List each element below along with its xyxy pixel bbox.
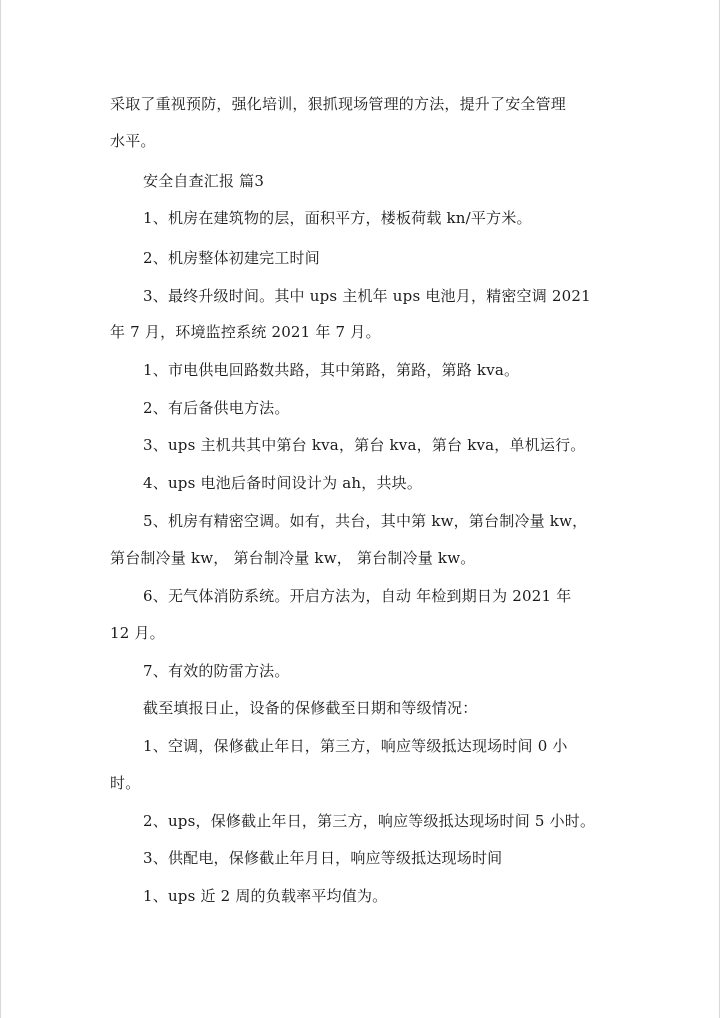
paragraph-line: 4、ups 电池后备时间设计为 ah，共块。 [143,474,423,492]
paragraph-line: 3、供配电，保修截止年月日，响应等级抵达现场时间 [143,849,503,867]
paragraph-line: 2、有后备供电方法。 [143,399,290,417]
paragraph-line: 12 月。 [110,624,165,642]
paragraph-line: 水平。 [110,132,156,150]
paragraph-line: 第台制冷量 kw， 第台制冷量 kw， 第台制冷量 kw。 [110,549,476,567]
paragraph-line: 截至填报日止，设备的保修截至日期和等级情况： [143,699,478,717]
paragraph-line: 1、机房在建筑物的层，面积平方，楼板荷载 kn/平方米。 [143,209,532,227]
paragraph-line: 2、机房整体初建完工时间 [143,249,320,267]
paragraph-line: 6、无气体消防系统。开启方法为，自动 年检到期日为 2021 年 [143,587,572,605]
paragraph-line: 7、有效的防雷方法。 [143,662,290,680]
paragraph-line: 年 7 月，环境监控系统 2021 年 7 月。 [110,323,381,341]
section-heading: 安全自查汇报 篇3 [143,172,265,190]
paragraph-line: 1、空调，保修截止年日，第三方，响应等级抵达现场时间 0 小 [143,737,568,755]
paragraph-line: 时。 [110,774,141,792]
paragraph-line: 5、机房有精密空调。如有，共台，其中第 kw，第台制冷量 kw， [143,512,588,530]
paragraph-line: 1、ups 近 2 周的负载率平均值为。 [143,887,388,905]
paragraph-line: 2、ups，保修截止年日，第三方，响应等级抵达现场时间 5 小时。 [143,812,596,830]
paragraph-line: 3、最终升级时间。其中 ups 主机年 ups 电池月，精密空调 2021 [143,287,591,305]
paragraph-line: 1、市电供电回路数共路，其中第路，第路，第路 kva。 [143,361,520,379]
paragraph-line: 采取了重视预防，强化培训，狠抓现场管理的方法，提升了安全管理 [110,95,567,113]
paragraph-line: 3、ups 主机共其中第台 kva，第台 kva，第台 kva，单机运行。 [143,436,586,454]
